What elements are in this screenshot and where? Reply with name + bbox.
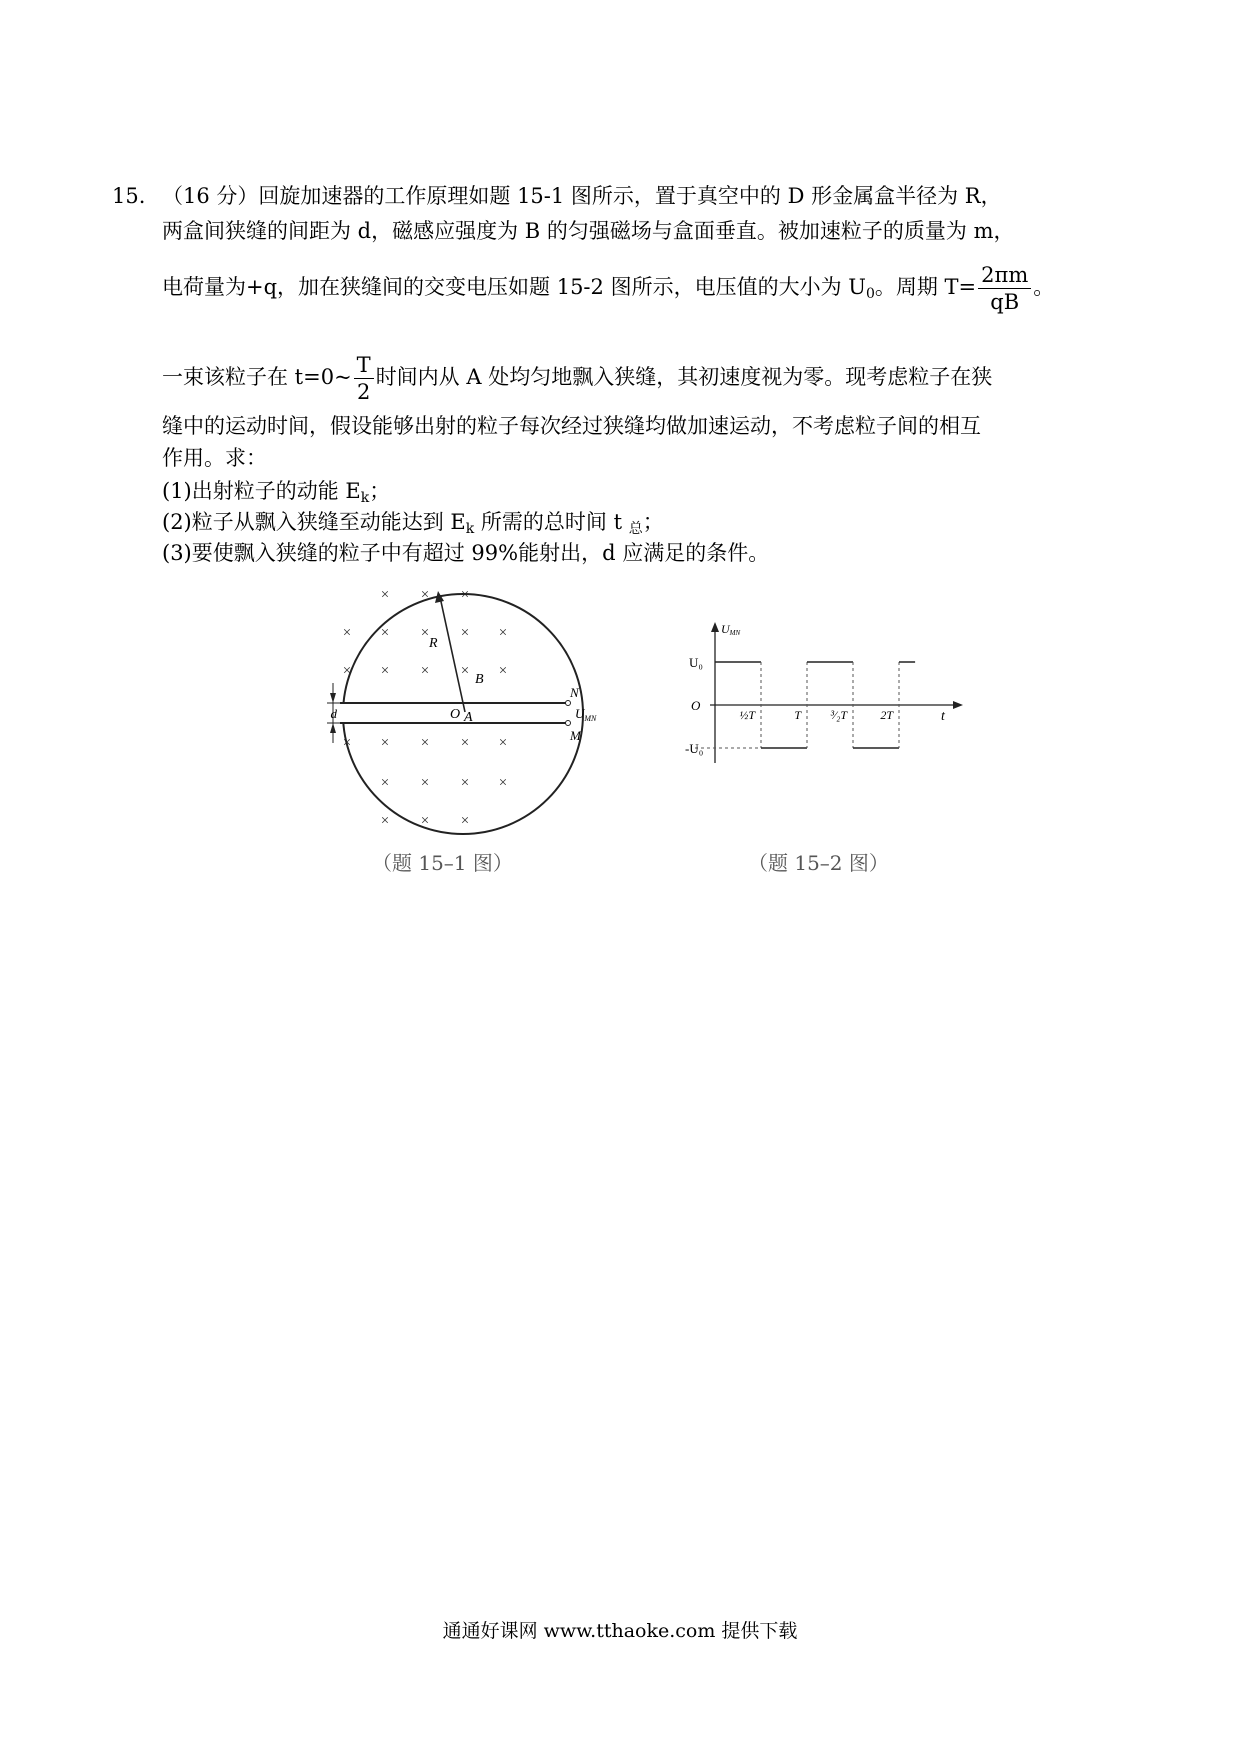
x-tick-label: ³⁄₂T	[830, 708, 847, 722]
line3-text: 电荷量为+q，加在狭缝间的交变电压如题 15-2 图所示，电压值的大小为 U	[162, 275, 866, 299]
label-u	[575, 706, 597, 723]
field-cross-mark: ×	[380, 775, 390, 791]
part2-text-after: 所需的总时间 t	[474, 510, 629, 534]
x-tick-label: T	[794, 708, 801, 722]
field-cross-mark: ×	[380, 625, 390, 641]
x-tick-label: 2T	[880, 708, 893, 722]
question-line-3	[162, 262, 1054, 315]
terminal-m	[566, 721, 571, 726]
part1-subscript: k	[360, 490, 370, 506]
part1-end: ；	[369, 479, 391, 503]
cyclotron-figure	[325, 585, 655, 870]
y-axis-label	[721, 622, 741, 637]
label-o: O	[450, 707, 461, 722]
part2-subscript-total: 总	[628, 521, 643, 537]
t-axis-arrow	[953, 701, 963, 709]
field-cross-mark: ×	[420, 663, 430, 679]
period-fraction	[978, 262, 1031, 315]
field-cross-mark: ×	[342, 663, 352, 679]
field-cross-mark: ×	[380, 663, 390, 679]
page-footer: 通通好课网 www.tthaoke.com 提供下载	[442, 1620, 798, 1642]
line4-rest: 时间内从 A 处均匀地飘入狭缝，其初速度视为零。现考虑粒子在狭	[375, 365, 993, 389]
field-cross-mark: ×	[460, 813, 470, 829]
label-b: B	[475, 672, 484, 687]
question-line-1: （16 分）回旋加速器的工作原理如题 15-1 图所示，置于真空中的 D 形金属盒半径为 R，	[162, 184, 1002, 208]
field-cross-mark: ×	[420, 813, 430, 829]
question-line-2: 两盒间狭缝的间距为 d，磁感应强度为 B 的匀强磁场与盒面垂直。被加速粒子的质量为 m，	[162, 219, 1015, 243]
field-cross-mark: ×	[342, 625, 352, 641]
u-axis-arrow	[711, 622, 719, 632]
period-numerator: 2πm	[978, 262, 1031, 289]
line3-mid: 。周期 T=	[874, 275, 977, 299]
field-cross-mark: ×	[380, 735, 390, 751]
tick-minus-u0: -U₀	[685, 741, 704, 756]
field-cross-mark: ×	[460, 663, 470, 679]
field-cross-mark: ×	[380, 813, 390, 829]
voltage-waveform-figure	[665, 615, 970, 775]
label-r: R	[429, 636, 438, 651]
t-axis-ticks	[739, 708, 894, 722]
label-u-sub: MN	[584, 714, 597, 723]
field-cross-mark: ×	[342, 735, 352, 751]
label-n: N	[570, 685, 579, 700]
line3-subscript: 0	[865, 286, 875, 302]
field-cross-mark: ×	[420, 735, 430, 751]
part2-subscript: k	[465, 521, 475, 537]
part2-end: ；	[642, 510, 664, 534]
field-cross-mark: ×	[498, 775, 508, 791]
question-line-4	[162, 352, 992, 405]
part2-text: (2)粒子从飘入狭缝至动能达到 E	[162, 510, 466, 534]
figure-2-caption: （题 15–2 图）	[748, 851, 889, 875]
label-d: d	[330, 706, 337, 721]
x-tick-label: ½T	[739, 708, 755, 722]
field-cross-mark: ×	[498, 663, 508, 679]
question-line-6: 作用。求：	[162, 446, 267, 470]
half-period-denominator: 2	[356, 380, 371, 404]
radius-arrow	[440, 597, 465, 712]
terminal-n	[566, 701, 571, 706]
d-arrow-top	[330, 693, 336, 703]
period-denominator: qB	[990, 290, 1020, 314]
tick-u0: U₀	[689, 655, 703, 670]
field-cross-mark: ×	[498, 625, 508, 641]
line4-text: 一束该粒子在 t=0~	[162, 365, 352, 389]
field-cross-mark: ×	[460, 735, 470, 751]
half-period-fraction	[354, 352, 374, 405]
field-cross-mark: ×	[380, 587, 390, 603]
question-number: 15.	[112, 184, 146, 208]
question-line-5: 缝中的运动时间，假设能够出射的粒子每次经过狭缝均做加速运动，不考虑粒子间的相互	[162, 414, 981, 438]
field-cross-mark: ×	[460, 587, 470, 603]
y-axis-label-sub: MN	[729, 629, 741, 637]
y-axis-label-main: U	[721, 622, 730, 636]
field-cross-mark: ×	[420, 587, 430, 603]
x-axis-label: t	[941, 709, 945, 724]
label-u-main: U	[575, 706, 585, 721]
part1-text: (1)出射粒子的动能 E	[162, 479, 361, 503]
origin-label: O	[691, 698, 701, 713]
label-a: A	[464, 710, 473, 725]
figure-1-caption: （题 15–1 图）	[372, 851, 513, 875]
line3-end: 。	[1033, 275, 1055, 299]
field-cross-mark: ×	[460, 775, 470, 791]
field-cross-mark: ×	[420, 775, 430, 791]
label-m: M	[570, 728, 581, 743]
field-cross-mark: ×	[460, 625, 470, 641]
field-cross-mark: ×	[498, 735, 508, 751]
field-cross-mark: ×	[420, 625, 430, 641]
d-arrow-bottom	[330, 723, 336, 733]
half-period-numerator: T	[354, 352, 374, 379]
sub-question-3: (3)要使飘入狭缝的粒子中有超过 99%能射出，d 应满足的条件。	[162, 541, 770, 565]
